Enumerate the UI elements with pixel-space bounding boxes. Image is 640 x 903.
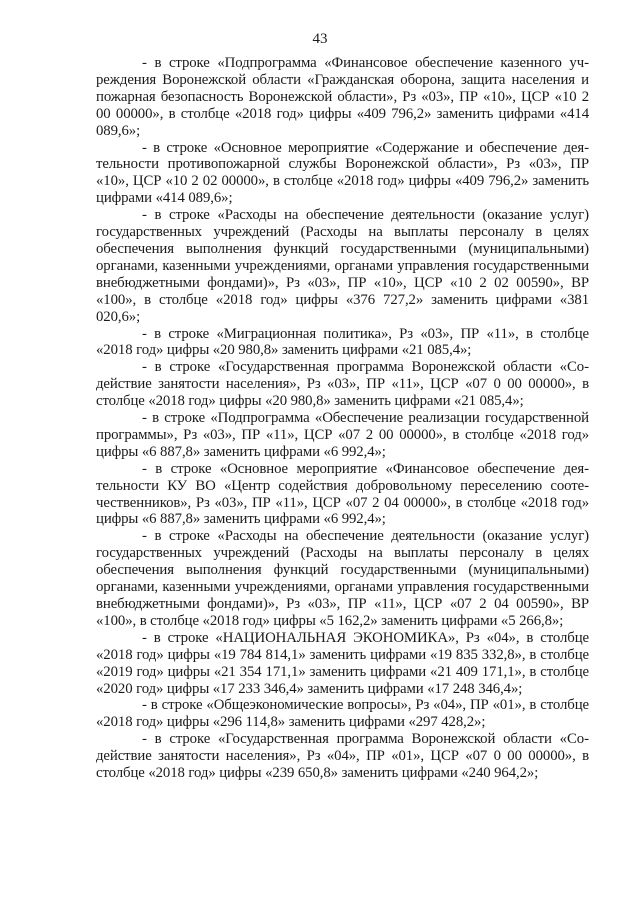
paragraph: - в строке «Общеэкономические вопросы», Рз «04», ПР «01», в столбце «2018 год» цифры «296 114,8» заменить цифрами «297 428,2»; — [96, 697, 589, 731]
paragraph: - в строке «Основное мероприятие «Содержание и обеспечение деятельности противопожарной службы Воронежской области», Рз «03», ПР «10», ЦСР «10 2 02 00000», в столбце «2018 год» цифры «409 796,2» заменить цифрами «414 089,6»; — [96, 139, 589, 207]
paragraph: - в строке «Подпрограмма «Обеспечение реализации государственной программы», Рз «03», ПР «11», ЦСР «07 2 00 00000», в столбце «2018 год» цифры «6 887,8» заменить цифрами «6 992,4»; — [96, 410, 589, 460]
paragraph: - в строке «Подпрограмма «Финансовое обеспечение казенного учреждения Воронежской области «Гражданская оборона, защита населения и пожарная безопасность Воронежской области», Рз «03», ПР «10», ЦСР «10 2 00 00000», в столбце «2018 год» цифры «409 796,2» заменить цифрами «414 089,6»; — [96, 55, 589, 139]
paragraph: - в строке «Расходы на обеспечение деятельности (оказание услуг) государственных учреждений (Расходы на выплаты персоналу в целях обеспечения выполнения функций государственными (муниципальными) органами, казенными учреждениями, органами управления государственными внебюджетными фондами)», Рз «03», ПР «11», ЦСР «07 2 04 00590», ВР «100», в столбце «2018 год» цифры «5 162,2» заменить цифрами «5 266,8»; — [96, 528, 589, 629]
paragraph: - в строке «Государственная программа Воронежской области «Содействие занятости населения», Рз «03», ПР «11», ЦСР «07 0 00 00000», в столбце «2018 год» цифры «20 980,8» заменить цифрами «21 085,4»; — [96, 359, 589, 410]
paragraph: - в строке «Основное мероприятие «Финансовое обеспечение деятельности КУ ВО «Центр содействия добровольному переселению соотечественников», Рз «03», ПР «11», ЦСР «07 2 04 00000», в столбце «2018 год» цифры «6 887,8» заменить цифрами «6 992,4»; — [96, 460, 589, 528]
document-body — [96, 55, 589, 782]
page-number: 43 — [312, 31, 328, 47]
paragraph: - в строке «Государственная программа Воронежской области «Содействие занятости населения», Рз «04», ПР «01», ЦСР «07 0 00 00000», в столбце «2018 год» цифры «239 650,8» заменить цифрами «240 964,2»; — [96, 731, 589, 782]
paragraph: - в строке «Расходы на обеспечение деятельности (оказание услуг) государственных учреждений (Расходы на выплаты персоналу в целях обеспечения выполнения функций государственными (муниципальными) органами, казенными учреждениями, органами управления государственными внебюджетными фондами)», Рз «03», ПР «10», ЦСР «10 2 02 00590», ВР «100», в столбце «2018 год» цифры «376 727,2» заменить цифрами «381 020,6»; — [96, 207, 589, 325]
paragraph: - в строке «НАЦИОНАЛЬНАЯ ЭКОНОМИКА», Рз «04», в столбце «2018 год» цифры «19 784 814,1» заменить цифрами «19 835 332,8», в столбце «2019 год» цифры «21 354 171,1» заменить цифрами «21 409 171,1», в столбце «2020 год» цифры «17 233 346,4» заменить цифрами «17 248 346,4»; — [96, 629, 589, 697]
paragraph: - в строке «Миграционная политика», Рз «03», ПР «11», в столбце «2018 год» цифры «20 980,8» заменить цифрами «21 085,4»; — [96, 325, 589, 359]
